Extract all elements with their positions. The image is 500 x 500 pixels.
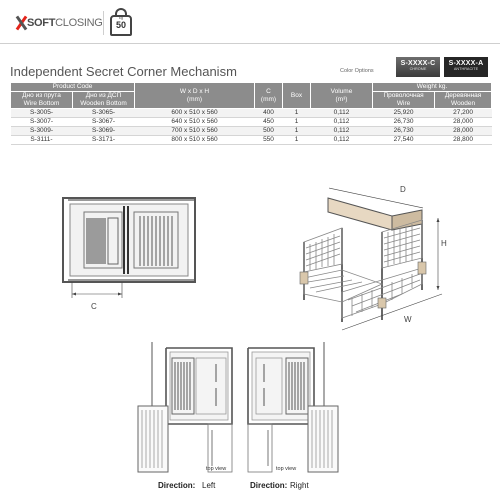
cell-box: 1: [283, 127, 311, 136]
isometric-product-drawing: [282, 172, 494, 342]
dimension-w-label: W: [404, 315, 412, 324]
direction-value-right: Right: [290, 481, 309, 490]
col-size-unit: (mm): [186, 95, 203, 103]
cell-volume: 0,112: [311, 127, 373, 136]
col-volume-unit: (m³): [335, 95, 348, 103]
direction-label-right: Direction:: [250, 481, 288, 490]
cell-weight-wire: 26,730: [373, 118, 435, 127]
cell-weight-wood: 28,000: [435, 127, 492, 136]
top-view-label-left: top view: [206, 466, 227, 472]
spec-table: [10, 82, 492, 145]
col-size-label: W x D x H: [179, 87, 210, 95]
col-wire-bottom-en: Wire Bottom: [23, 100, 60, 107]
table-row: [11, 136, 492, 145]
brand-logo: [16, 15, 103, 31]
chip-code: S-XXXX-A: [448, 60, 484, 67]
cell-wire-code: S-3111-: [11, 136, 73, 145]
cell-wooden-code: S-3065-: [73, 109, 135, 118]
cell-size: 800 x 510 x 560: [135, 136, 255, 145]
direction-right-drawing: [246, 342, 362, 482]
top-view-label-right: top view: [276, 466, 297, 472]
cell-size: 640 x 510 x 560: [135, 118, 255, 127]
dimension-d-label: D: [400, 185, 406, 194]
cell-weight-wire: 26,730: [373, 127, 435, 136]
col-weight-wood: [435, 92, 492, 109]
cell-wooden-code: S-3067-: [73, 118, 135, 127]
col-size: [135, 83, 255, 109]
direction-value-left: Left: [202, 481, 216, 490]
brand-name-strong: SOFT: [27, 17, 56, 29]
col-product-code: Product Code: [11, 83, 135, 92]
table-row: [11, 118, 492, 127]
col-wooden-bottom-en: Wooden Bottom: [80, 100, 127, 107]
direction-label-left: Direction:: [158, 481, 196, 490]
table-row: [11, 127, 492, 136]
cell-c: 450: [255, 118, 283, 127]
chip-name: CHROME: [409, 67, 427, 71]
col-weight-wire-en: Wire: [396, 100, 411, 107]
col-c-label: C: [266, 87, 271, 95]
col-c-unit: (mm): [260, 95, 277, 103]
chip-code: S-XXXX-C: [400, 60, 436, 67]
cell-weight-wood: 28,800: [435, 136, 492, 145]
col-wire-bottom: [11, 92, 73, 109]
cell-c: 550: [255, 136, 283, 145]
header-bar: [0, 0, 500, 44]
col-weight-wire: [373, 92, 435, 109]
cell-weight-wire: 25,920: [373, 109, 435, 118]
color-chip-chrome: [396, 57, 440, 77]
cell-c: 500: [255, 127, 283, 136]
x-logo-icon: [16, 16, 26, 30]
chip-name: ANTHRACITE: [453, 67, 479, 71]
col-weight-wood-en: Wooden: [451, 100, 476, 107]
col-volume: [311, 83, 373, 109]
cell-volume: 0,112: [311, 118, 373, 127]
cell-size: 600 x 510 x 560: [135, 109, 255, 118]
page-title: Independent Secret Corner Mechanism: [10, 64, 237, 79]
cell-wire-code: S-3009-: [11, 127, 73, 136]
color-options-label: Color Options: [340, 68, 374, 74]
dimension-h-label: H: [441, 239, 447, 248]
cell-wire-code: S-3007-: [11, 118, 73, 127]
cell-wire-code: S-3005-: [11, 109, 73, 118]
col-volume-label: Volume: [330, 87, 353, 95]
direction-left-drawing: [132, 342, 244, 482]
cell-weight-wood: 27,200: [435, 109, 492, 118]
col-wooden-bottom: [73, 92, 135, 109]
col-weight-wire-ru: Проволочная: [383, 92, 424, 99]
cell-wooden-code: S-3171-: [73, 136, 135, 145]
front-view-drawing: [62, 188, 202, 318]
cell-box: 1: [283, 118, 311, 127]
cell-size: 700 x 510 x 560: [135, 127, 255, 136]
cell-weight-wire: 27,540: [373, 136, 435, 145]
color-chip-anthracite: [444, 57, 488, 77]
cell-box: 1: [283, 136, 311, 145]
col-wooden-bottom-ru: Дно из ДСП: [85, 92, 122, 99]
col-c: [255, 83, 283, 109]
weight-value: 50: [115, 20, 126, 30]
cell-volume: 0,112: [311, 109, 373, 118]
cell-box: 1: [283, 109, 311, 118]
col-wire-bottom-ru: Дно из прута: [22, 92, 61, 99]
weight-capacity-icon: [109, 8, 133, 36]
col-box: Box: [283, 83, 311, 109]
col-weight: Weight kg.: [373, 83, 492, 92]
table-row: [11, 109, 492, 118]
header-divider: [103, 11, 104, 35]
weight-unit: kg: [118, 15, 124, 20]
cell-weight-wood: 28,000: [435, 118, 492, 127]
brand-name-light: CLOSING: [55, 17, 103, 29]
cell-volume: 0,112: [311, 136, 373, 145]
cell-wooden-code: S-3069-: [73, 127, 135, 136]
col-weight-wood-ru: Деревянная: [444, 92, 482, 99]
cell-c: 400: [255, 109, 283, 118]
dimension-c-label: C: [91, 302, 97, 311]
